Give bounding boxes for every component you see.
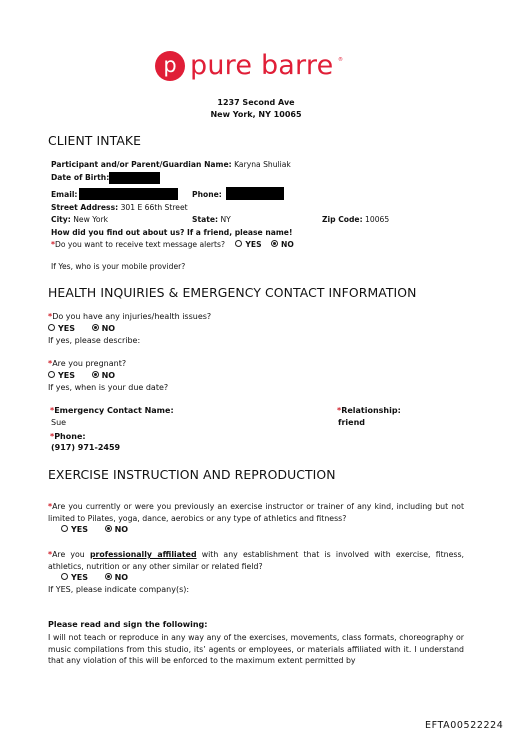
emergency-phone-label-row (50, 432, 86, 442)
pregnant-no-option[interactable] (92, 371, 116, 380)
required-asterisk: * (50, 432, 55, 441)
email-label: Email: (51, 190, 78, 199)
sign-heading: Please read and sign the following: (48, 620, 208, 629)
required-asterisk: * (48, 502, 53, 511)
city-row (51, 215, 108, 225)
radio-yes-icon[interactable] (235, 240, 242, 247)
instructor-no-option[interactable] (105, 525, 129, 534)
zip-value: 10065 (365, 215, 390, 224)
injuries-question-row (48, 312, 211, 322)
radio-yes-icon[interactable] (48, 371, 55, 378)
injuries-describe-label: If yes, please describe: (48, 336, 141, 345)
radio-no-selected-icon[interactable] (92, 371, 99, 378)
logo-mark-letter: p (163, 53, 177, 77)
studio-address-line1: 1237 Second Ave (217, 98, 295, 107)
health-heading: HEALTH INQUIRIES & EMERGENCY CONTACT INFORMATION (48, 285, 417, 300)
injuries-no-option[interactable] (92, 324, 116, 333)
instructor-yes-option[interactable] (61, 525, 88, 534)
injuries-options (48, 324, 115, 334)
yes-label: YES (245, 240, 262, 249)
email-redaction (79, 188, 178, 200)
street-address-value: 301 E 66th Street (120, 203, 188, 212)
participant-name-value: Karyna Shuliak (234, 160, 291, 169)
no-label: NO (101, 371, 116, 380)
state-label: State: (192, 215, 219, 224)
pregnant-question-row (48, 359, 126, 369)
emergency-contact-value: Sue (51, 418, 67, 427)
pregnant-options (48, 371, 115, 381)
affiliated-yes-option[interactable] (61, 573, 88, 582)
mobile-provider-question: If Yes, who is your mobile provider? (51, 262, 186, 271)
emergency-phone-label: Phone: (54, 432, 86, 441)
participant-name-label: Participant and/or Parent/Guardian Name: (51, 160, 232, 169)
text-alerts-yes-option[interactable] (235, 240, 261, 249)
required-asterisk: * (48, 359, 53, 368)
street-address-label: Street Address: (51, 203, 119, 212)
street-address-row (51, 203, 188, 213)
injuries-question: Do you have any injuries/health issues? (52, 312, 212, 321)
affiliated-question-pre: Are you (52, 550, 90, 559)
affiliated-options (61, 573, 128, 583)
relationship-label-row (337, 406, 401, 416)
instructor-question (48, 501, 464, 524)
emergency-contact-label: Emergency Contact Name: (54, 406, 174, 415)
pregnant-question: Are you pregnant? (52, 359, 127, 368)
yes-label: YES (71, 573, 89, 582)
pure-barre-logo (155, 50, 333, 82)
radio-no-selected-icon[interactable] (271, 240, 278, 247)
text-alerts-question: Do you want to receive text message alerts? (54, 240, 225, 249)
zip-row (322, 215, 389, 225)
document-id: EFTA00522224 (425, 720, 504, 731)
yes-label: YES (58, 371, 76, 380)
found-us-label: How did you find out about us? If a friend, please name! (51, 228, 293, 237)
affiliated-question-emphasis: professionally affiliated (89, 550, 197, 559)
state-row (192, 215, 231, 225)
state-value: NY (220, 215, 231, 224)
required-asterisk: * (48, 312, 53, 321)
participant-name-row (51, 160, 291, 170)
affiliated-question (48, 549, 464, 572)
no-label: NO (101, 324, 116, 333)
required-asterisk: * (50, 406, 55, 415)
affiliated-question-post: with any establishment that is involved with exercise, fitness, athletics, nutrition or any other similar or related field? (48, 550, 464, 571)
dob-label: Date of Birth: (51, 173, 110, 182)
yes-label: YES (71, 525, 89, 534)
required-asterisk: * (51, 240, 55, 249)
studio-address-line2: New York, NY 10065 (210, 110, 302, 119)
text-alerts-no-option[interactable] (271, 240, 294, 249)
sign-agreement-text: I will not teach or reproduce in any way any of the exercises, movements, class formats, choreography or music compilations from this studio, its’ agents or employees, or materials affiliated with it. I understand that any violation of this will be enforced to the maximum extent permitted by (48, 633, 464, 665)
text-alerts-row (51, 240, 294, 250)
relationship-value: friend (338, 418, 366, 427)
instructor-options (61, 525, 128, 535)
relationship-label: Relationship: (341, 406, 401, 415)
emergency-contact-label-row (50, 406, 174, 416)
emergency-phone-value: (917) 971-2459 (51, 443, 121, 452)
required-asterisk: * (337, 406, 342, 415)
radio-yes-icon[interactable] (61, 573, 68, 580)
radio-no-selected-icon[interactable] (105, 573, 112, 580)
injuries-yes-option[interactable] (48, 324, 75, 333)
yes-label: YES (58, 324, 76, 333)
no-label: NO (114, 573, 129, 582)
dob-redaction (109, 172, 160, 184)
city-label: City: (51, 215, 71, 224)
zip-label: Zip Code: (322, 215, 363, 224)
city-value: New York (73, 215, 108, 224)
radio-yes-icon[interactable] (61, 525, 68, 532)
radio-no-selected-icon[interactable] (92, 324, 99, 331)
radio-yes-icon[interactable] (48, 324, 55, 331)
radio-no-selected-icon[interactable] (105, 525, 112, 532)
no-label: NO (281, 240, 294, 249)
pregnant-yes-option[interactable] (48, 371, 75, 380)
logo-wordmark: pure barre (190, 50, 334, 81)
logo-mark-icon (155, 51, 185, 81)
affiliated-no-option[interactable] (105, 573, 129, 582)
company-question: If YES, please indicate company(s): (48, 585, 190, 594)
phone-label: Phone: (192, 190, 222, 199)
instructor-question-text: Are you currently or were you previously an exercise instructor or trainer of any kind, including but not limited to Pilates, yoga, dance, aerobics or any type of athletics and fitness? (48, 502, 464, 523)
exercise-heading: EXERCISE INSTRUCTION AND REPRODUCTION (48, 467, 336, 482)
required-asterisk: * (48, 550, 53, 559)
phone-redaction (226, 187, 284, 200)
client-intake-heading: CLIENT INTAKE (48, 133, 142, 148)
due-date-question: If yes, when is your due date? (48, 383, 169, 392)
logo-registered-mark: ® (338, 57, 343, 63)
no-label: NO (114, 525, 129, 534)
